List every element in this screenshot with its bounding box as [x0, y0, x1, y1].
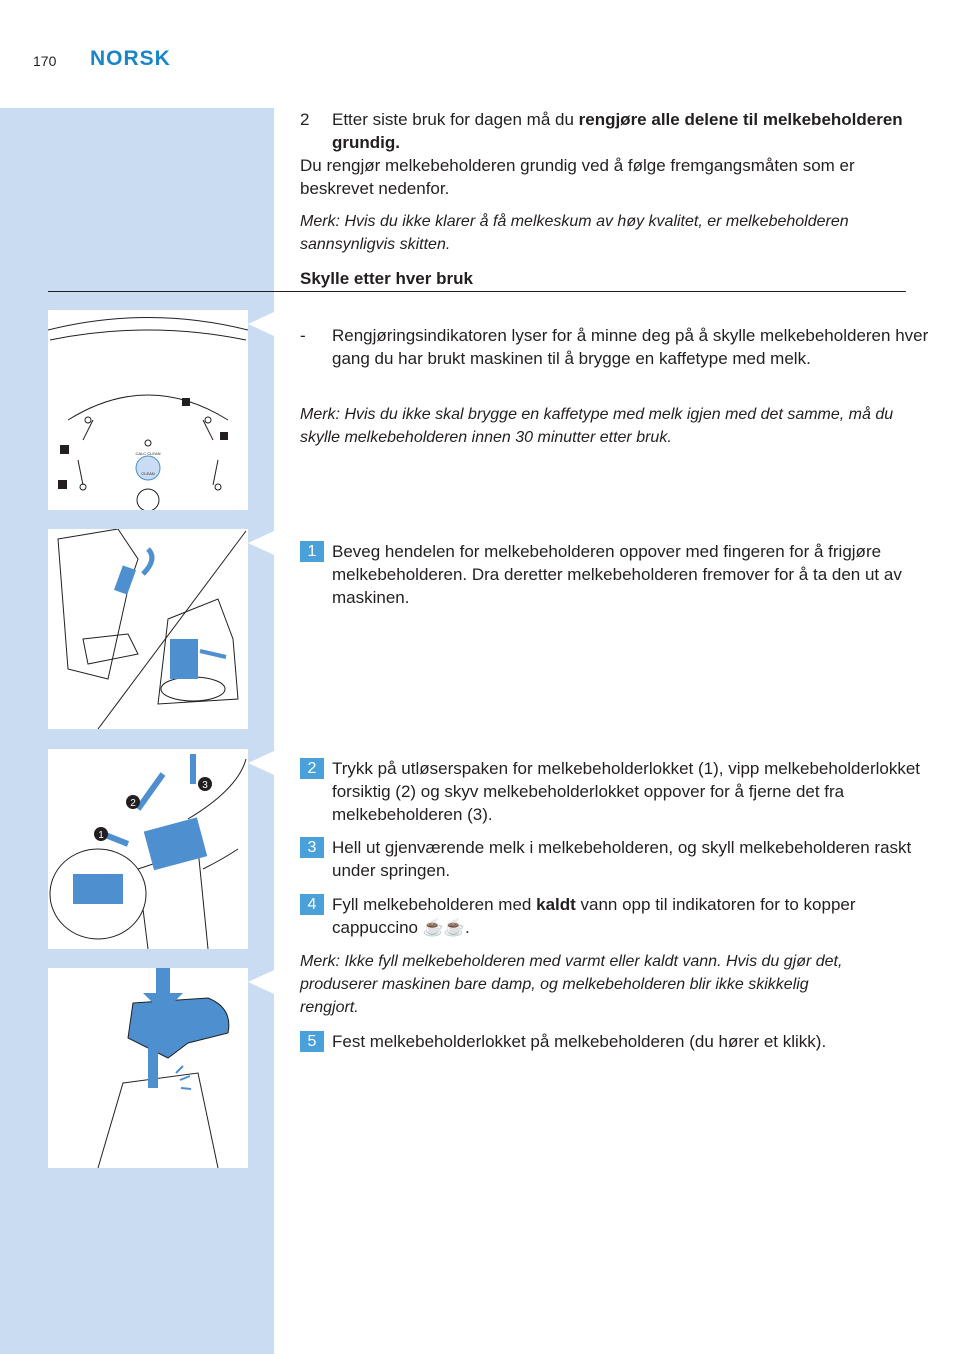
step-text: Fest melkebeholderlokket på melkebeholderen (du hører et klikk). — [332, 1032, 827, 1051]
step-text: Hell ut gjenværende melk i melkebeholderen, og skyll melkebeholderen raskt under springen. — [332, 838, 912, 880]
figure-remove-lid — [48, 749, 248, 949]
step-1 — [300, 540, 932, 609]
clean-label: CLEAN — [141, 471, 155, 476]
figure-attach-lid — [48, 968, 248, 1168]
bullet-dash: - — [300, 326, 306, 345]
section-heading: Skylle etter hver bruk — [300, 269, 473, 288]
control-panel-illustration — [48, 310, 248, 510]
step-4 — [300, 893, 932, 939]
page-number: 170 — [33, 53, 57, 69]
step-2 — [300, 757, 932, 826]
step-number: 5 — [300, 1031, 324, 1052]
bullet-item — [300, 324, 932, 370]
step-number: 1 — [300, 541, 324, 562]
intro-paragraph: Du rengjør melkebeholderen grundig ved å følge fremgangsmåten som er beskrevet nedenfor. — [300, 156, 855, 198]
section-divider — [48, 291, 906, 292]
intro-item-text: Etter siste bruk for dagen må du — [332, 110, 579, 129]
marker-1: 1 — [98, 830, 104, 841]
figure-pointer — [248, 751, 274, 775]
step-number: 2 — [300, 758, 324, 779]
intro-note: Merk: Hvis du ikke klarer å få melkeskum av høy kvalitet, er melkebeholderen sannsynligvis skitten. — [300, 213, 849, 253]
step-text: Trykk på utløserspaken for melkebeholderlokket (1), vipp melkebeholderlokket forsiktig (2) og skyv melkebeholderlokket oppover for å fjerne det fra melkebeholderen (3). — [332, 759, 921, 824]
step-bold: kaldt — [536, 895, 576, 914]
language-title: NORSK — [90, 47, 171, 70]
intro-item — [300, 108, 932, 154]
step-text: Fyll melkebeholderen med — [332, 895, 537, 914]
figure-remove-container — [48, 529, 248, 729]
marker-2: 2 — [130, 798, 136, 809]
step-note: Merk: Ikke fyll melkebeholderen med varmt eller kaldt vann. Hvis du gjør det, produserer maskinen bare damp, og melkebeholderen blir ikke skikkelig rengjort. — [300, 953, 843, 1016]
step-3 — [300, 836, 932, 882]
step-text: Beveg hendelen for melkebeholderen oppover med fingeren for å frigjøre melkebeholderen. Dra deretter melkebeholderen fremover for å ta den ut av maskinen. — [332, 542, 902, 607]
figure-pointer — [248, 312, 274, 336]
bullet-text: Rengjøringsindikatoren lyser for å minne deg på å skylle melkebeholderen hver gang du har brukt maskinen til å brygge en kaffetype med melk. — [332, 326, 929, 368]
step-5 — [300, 1030, 932, 1053]
intro-item-number: 2 — [300, 110, 310, 129]
attach-lid-illustration — [48, 968, 248, 1168]
figure-pointer — [248, 970, 274, 994]
step-text-end: vann opp til indikatoren for to kopper cappuccino ☕☕. — [332, 895, 856, 937]
marker-3: 3 — [202, 780, 208, 791]
lid-illustration — [48, 749, 248, 949]
figure-pointer — [248, 531, 274, 555]
figure-control-panel — [48, 310, 248, 510]
section-note: Merk: Hvis du ikke skal brygge en kaffetype med melk igjen med det samme, må du skylle melkebeholderen innen 30 minutter etter bruk. — [300, 406, 894, 446]
calc-clean-label: CALC CLEAN — [135, 451, 161, 456]
machine-illustration — [48, 529, 248, 729]
intro-item-bold: rengjøre alle delene til melkebeholderen grundig. — [332, 110, 903, 152]
step-number: 4 — [300, 894, 324, 915]
step-number: 3 — [300, 837, 324, 858]
